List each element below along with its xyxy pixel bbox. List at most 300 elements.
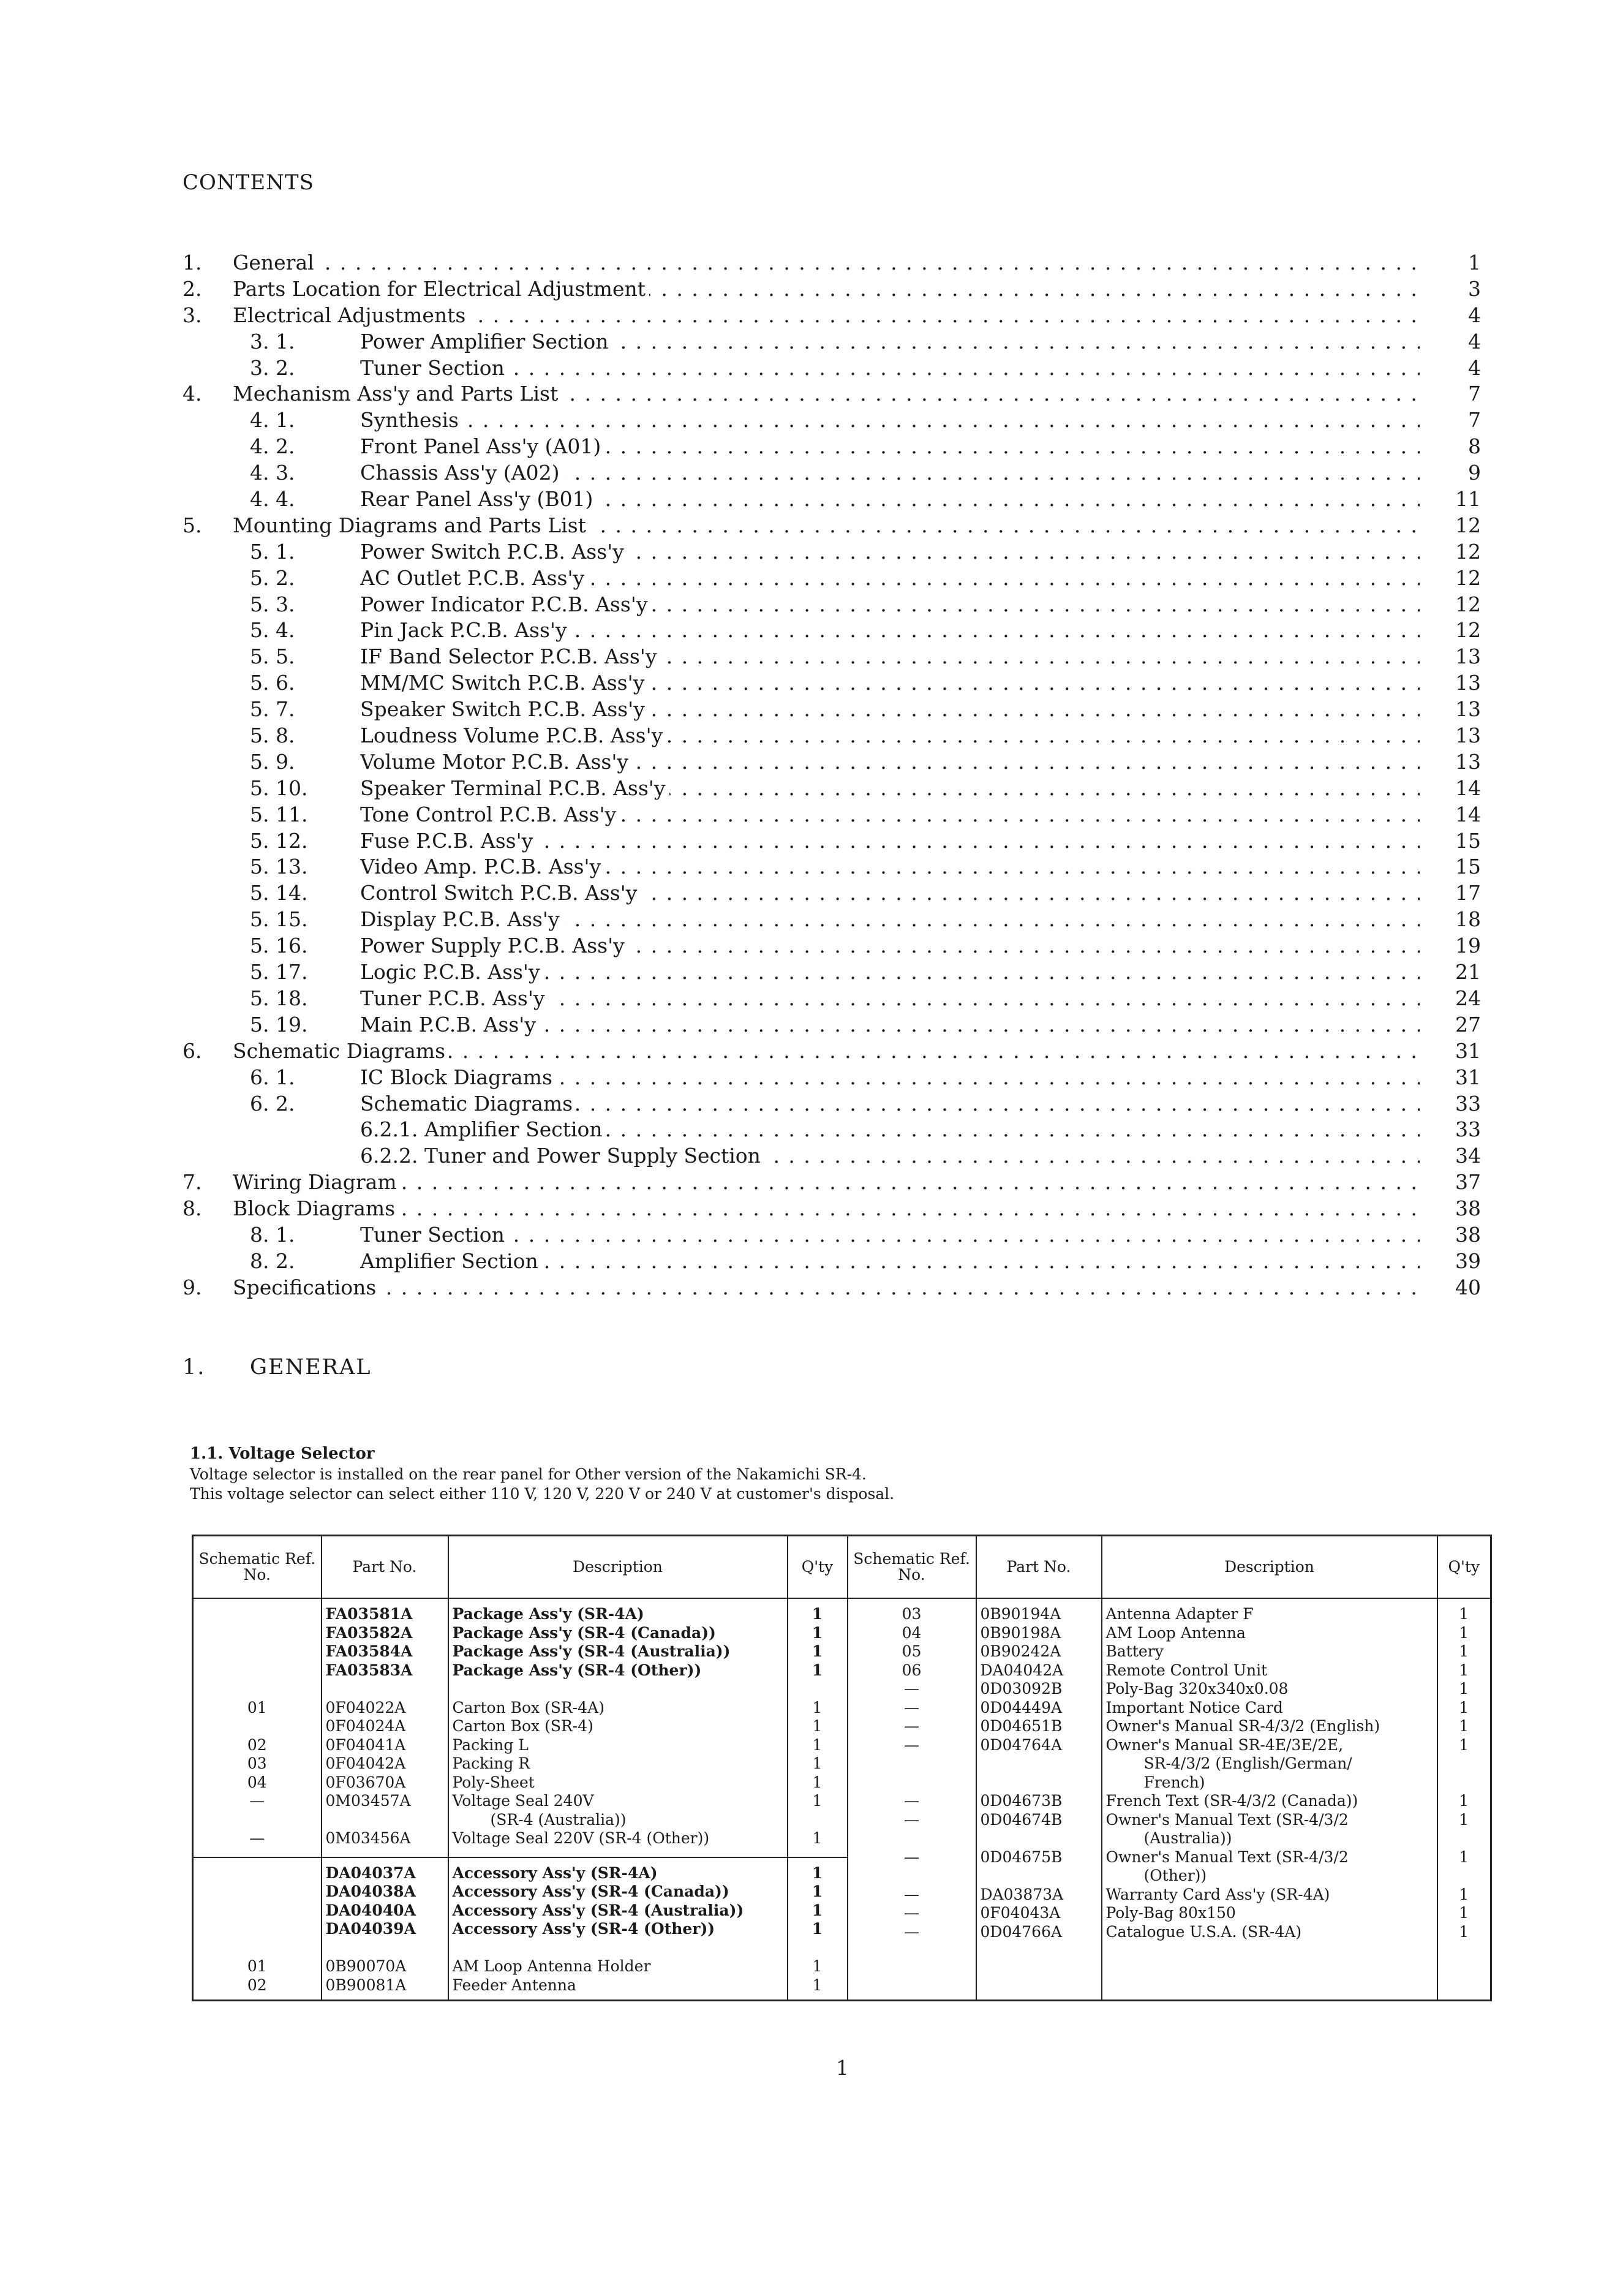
header-qty-right: Q'ty [1437,1536,1491,1599]
parts-part-value: 0B90081A [325,1976,407,1994]
parts-ref-value [197,1864,317,1883]
table-of-contents [183,250,1481,1301]
parts-part-value: 0D04764A [980,1735,1063,1754]
toc-entry-title-text: IF Band Selector P.C.B. Ass'y [360,644,661,668]
parts-part-value [981,1867,1098,1886]
toc-entry-title [360,592,1420,618]
toc-entry-page: 19 [1455,934,1481,958]
table-spacer [792,1939,843,1958]
toc-entry-number: 4. 2. [250,434,295,459]
toc-entry [183,880,1481,907]
toc-entry-page: 9 [1468,461,1481,485]
parts-ref-value [197,1661,317,1680]
parts-qty-value: 1 [1459,1885,1469,1903]
parts-ref-value: 04 [247,1773,267,1791]
toc-entry-title-text: Synthesis [360,408,462,432]
toc-entry-title [360,986,1420,1012]
parts-qty-value: 1 [812,1642,823,1660]
parts-qty-value: 1 [1459,1605,1469,1623]
toc-entry-number: 7. [183,1170,202,1195]
parts-ref-value: 04 [902,1623,922,1642]
parts-desc-value: AM Loop Antenna Holder [452,1957,651,1976]
left-group2-part-cell [322,1857,448,2001]
toc-entry-number: 4. 3. [250,461,295,485]
parts-qty-value [792,1811,843,1830]
toc-entry-title-text: Mounting Diagrams and Parts List [233,513,590,537]
toc-entry-page: 12 [1455,592,1481,616]
toc-entry-title-text: Parts Location for Electrical Adjustment [233,277,649,301]
parts-qty-value: 1 [812,1754,823,1772]
parts-ref-value: — [904,1792,919,1810]
toc-entry-page: 13 [1455,697,1481,722]
toc-entry [183,828,1481,855]
toc-entry-title [233,303,1420,329]
toc-entry-title-text: Wiring Diagram [233,1170,401,1194]
toc-entry-title [360,1065,1420,1091]
parts-desc-value: Poly-Bag 320x340x0.08 [1105,1680,1289,1697]
toc-entry-title [360,486,1420,513]
parts-desc-value: Accessory Ass'y (SR-4 (Canada)) [452,1882,729,1901]
parts-qty-value [1442,1829,1487,1848]
toc-entry-title [360,434,1420,460]
toc-entry-number: 4. 1. [250,408,295,432]
toc-entry-number: 5. [183,513,202,537]
toc-entry-number: 5. 2. [250,565,295,590]
toc-entry-number: 5. 10. [250,776,308,800]
general-heading-number: 1. [183,1355,206,1380]
parts-qty-value: 1 [1459,1698,1469,1716]
toc-entry-title-text: Fuse P.C.B. Ass'y [360,829,537,853]
parts-qty-value: 1 [812,1773,823,1791]
toc-entry [183,592,1481,618]
toc-entry-title [360,1091,1420,1117]
toc-entry-number: 5. 9. [250,749,295,774]
toc-entry-title-text: Pin Jack P.C.B. Ass'y [360,618,571,642]
toc-entry-title [360,1222,1420,1248]
parts-qty-value: 1 [812,1829,823,1847]
parts-desc-value: Accessory Ass'y (SR-4 (Other)) [452,1920,715,1938]
toc-entry-page: 39 [1455,1248,1481,1273]
parts-desc-value: French Text (SR-4/3/2 (Canada)) [1105,1792,1358,1810]
parts-table [192,1535,1492,2001]
parts-desc-value: AM Loop Antenna [1105,1623,1246,1642]
toc-entry-title [360,539,1420,565]
parts-ref-value: 01 [247,1698,267,1716]
parts-qty-value: 1 [812,1792,823,1810]
parts-ref-value: — [249,1792,265,1810]
toc-entry-page: 27 [1455,1012,1481,1037]
toc-entry-number: 5. 8. [250,723,295,748]
left-group1-part-cell [322,1598,448,1857]
toc-entry-title [360,1012,1420,1038]
toc-entry [183,644,1481,670]
parts-desc-value: Voltage Seal 220V (SR-4 (Other)) [452,1829,710,1847]
parts-ref-value: — [904,1680,919,1697]
toc-entry-title-text: 6.2.2. Tuner and Power Supply Section [360,1144,764,1168]
parts-desc-value: Catalogue U.S.A. (SR-4A) [1105,1922,1302,1941]
parts-qty-value: 1 [1459,1922,1469,1941]
parts-ref-value: 06 [902,1661,922,1679]
toc-entry-number: 5. 16. [250,934,308,958]
parts-part-value [981,1754,1098,1773]
parts-part-value: FA03583A [325,1661,413,1679]
parts-desc-value: Owner's Manual Text (SR-4/3/2 [1105,1810,1349,1829]
toc-entry-page: 4 [1468,355,1481,380]
toc-entry-title-text: Power Indicator P.C.B. Ass'y [360,592,652,616]
toc-entry-number: 3. 2. [250,355,295,380]
parts-qty-value: 1 [1459,1792,1469,1810]
right-desc-cell [1102,1598,1437,2001]
toc-entry-title [360,460,1420,486]
parts-qty-value: 1 [1459,1661,1469,1679]
voltage-selector-heading: 1.1. Voltage Selector [190,1444,375,1463]
table-spacer [326,1680,444,1699]
toc-entry [183,1117,1481,1143]
parts-qty-value: 1 [1459,1904,1469,1922]
parts-qty-value: 1 [812,1661,823,1679]
parts-part-value: 0B90070A [325,1957,407,1976]
toc-entry-title-text: Control Switch P.C.B. Ass'y [360,881,641,905]
toc-entry-page: 24 [1455,986,1481,1010]
toc-entry-page: 12 [1455,618,1481,643]
parts-qty-value: 1 [812,1864,823,1882]
toc-entry [183,907,1481,933]
toc-entry [183,355,1481,382]
toc-entry-number: 6. [183,1038,202,1063]
parts-desc-value: SR-4/3/2 (English/German/ [1143,1754,1352,1772]
toc-entry-title-text: 6.2.1. Amplifier Section [360,1117,606,1141]
toc-entry-title [360,355,1420,382]
parts-desc-value: Package Ass'y (SR-4 (Australia)) [452,1642,731,1660]
parts-qty-value: 1 [1459,1848,1469,1866]
toc-entry-page: 4 [1468,303,1481,327]
toc-entry-title-text: Block Diagrams [233,1196,399,1220]
parts-part-value: 0F03670A [325,1773,406,1791]
parts-ref-value: — [904,1904,919,1922]
toc-entry-title-text: Tone Control P.C.B. Ass'y [360,802,620,826]
contents-title: CONTENTS [183,170,314,195]
general-text-line-1: Voltage selector is installed on the rear panel for Other version of the Nakamichi SR-4. [190,1465,867,1483]
parts-ref-value [197,1811,317,1830]
toc-entry [183,802,1481,828]
parts-desc-value: Package Ass'y (SR-4 (Other)) [452,1661,702,1679]
toc-entry-title-text: Chassis Ass'y (A02) [360,461,563,485]
toc-entry-page: 38 [1455,1196,1481,1221]
toc-entry-page: 1 [1468,251,1481,274]
parts-part-value: DA04037A [325,1864,416,1882]
table-spacer [453,1939,783,1958]
parts-part-value: 0D04766A [980,1922,1063,1941]
parts-desc-value: Carton Box (SR-4) [452,1717,593,1735]
toc-entry-title-text: Electrical Adjustments [233,303,469,327]
header-ref-left: Schematic Ref. No. [193,1536,322,1599]
toc-entry [183,854,1481,880]
left-group1-ref-cell [193,1598,322,1857]
table-spacer [792,1680,843,1699]
parts-qty-value: 1 [812,1976,823,1994]
parts-part-value [981,1829,1098,1848]
parts-desc-value: Accessory Ass'y (SR-4A) [452,1864,658,1882]
toc-entry [183,749,1481,776]
parts-qty-value: 1 [1459,1735,1469,1754]
toc-entry [183,723,1481,749]
parts-part-value: DA03873A [980,1885,1064,1903]
parts-desc-value: (Other)) [1143,1867,1207,1884]
parts-desc-value: (SR-4 (Australia)) [490,1810,627,1829]
toc-entry-title-text: Tuner Section [360,356,508,380]
toc-entry-title [233,513,1420,539]
toc-entry-title-text: Loudness Volume P.C.B. Ass'y [360,723,666,747]
parts-qty-value: 1 [812,1901,823,1919]
parts-ref-value [197,1642,317,1661]
toc-entry-page: 18 [1455,907,1481,932]
parts-part-value: 0D03092B [980,1680,1063,1697]
left-group2-ref-cell [193,1857,322,2001]
toc-entry-title-text: Front Panel Ass'y (A01) [360,434,604,458]
toc-entry-title [360,723,1420,749]
parts-qty-value: 1 [812,1920,823,1938]
toc-entry [183,986,1481,1012]
toc-entry-page: 13 [1455,749,1481,774]
toc-entry-title [233,276,1420,303]
toc-entry-title-text: Power Supply P.C.B. Ass'y [360,934,628,957]
toc-entry-title [360,1248,1420,1275]
parts-qty-value: 1 [812,1623,823,1642]
toc-entry [183,513,1481,539]
parts-ref-value [197,1605,317,1624]
toc-entry-title-text: Rear Panel Ass'y (B01) [360,487,597,511]
toc-entry-title [360,880,1420,907]
toc-entry-title [233,1275,1420,1301]
parts-part-value: 0D04673B [980,1792,1063,1810]
toc-entry-title-text: Power Amplifier Section [360,330,612,353]
toc-entry-page: 38 [1455,1222,1481,1247]
parts-ref-value: — [904,1848,919,1866]
parts-part-value [981,1773,1098,1792]
parts-part-value: DA04040A [325,1901,416,1919]
left-group1-qty-cell [788,1598,848,1857]
parts-qty-value: 1 [812,1882,823,1901]
toc-entry-page: 14 [1455,776,1481,800]
parts-desc-value: Owner's Manual Text (SR-4/3/2 [1105,1848,1349,1866]
toc-entry-title [360,407,1420,434]
parts-part-value: 0F04022A [325,1698,406,1716]
parts-part-value: 0D04674B [980,1810,1063,1829]
parts-ref-value [852,1773,972,1792]
toc-entry [183,1248,1481,1275]
toc-entry-title [360,907,1420,933]
header-qty-left: Q'ty [788,1536,848,1599]
toc-entry-title-text: General [233,251,318,274]
toc-entry-page: 31 [1455,1038,1481,1063]
parts-ref-value: — [904,1922,919,1941]
parts-desc-value: French) [1143,1773,1205,1791]
toc-entry [183,329,1481,355]
toc-entry [183,381,1481,407]
toc-entry-number: 6. 1. [250,1065,295,1089]
toc-entry-title-text: Display P.C.B. Ass'y [360,907,563,931]
parts-ref-value: 03 [247,1754,267,1772]
parts-qty-value: 1 [1459,1623,1469,1642]
parts-desc-value: Accessory Ass'y (SR-4 (Australia)) [452,1901,744,1919]
parts-desc-value: Voltage Seal 240V [452,1792,594,1810]
parts-desc-value: (Australia)) [1143,1829,1232,1847]
parts-qty-value: 1 [812,1698,823,1716]
toc-entry [183,539,1481,565]
toc-entry-page: 12 [1455,539,1481,564]
parts-part-value: 0D04651B [980,1717,1063,1735]
parts-ref-value: — [904,1717,919,1735]
parts-desc-value: Carton Box (SR-4A) [452,1698,604,1716]
table-spacer [326,1939,444,1958]
toc-entry [183,460,1481,486]
toc-entry [183,617,1481,644]
toc-entry-page: 7 [1468,382,1481,406]
toc-entry-title-text: MM/MC Switch P.C.B. Ass'y [360,671,648,695]
header-part-left: Part No. [322,1536,448,1599]
toc-entry-page: 13 [1455,671,1481,695]
parts-ref-value: 02 [247,1976,267,1994]
parts-qty-value: 1 [812,1957,823,1976]
toc-entry [183,1065,1481,1091]
parts-ref-value: 02 [247,1735,267,1754]
general-text-line-2: This voltage selector can select either 110 V, 120 V, 220 V or 240 V at customer's disposal. [190,1485,895,1503]
right-part-cell [976,1598,1102,2001]
toc-entry [183,303,1481,329]
toc-entry [183,486,1481,513]
parts-ref-value: 05 [902,1642,922,1660]
toc-entry-title [233,250,1420,276]
parts-qty-value: 1 [812,1605,823,1623]
toc-entry-number: 5. 7. [250,697,295,722]
toc-entry-page: 31 [1455,1065,1481,1089]
toc-entry-title-text: IC Block Diagrams [360,1065,556,1089]
parts-desc-value: Packing R [452,1754,530,1772]
toc-entry [183,434,1481,460]
parts-part-value: 0F04042A [325,1754,406,1772]
toc-entry-title [360,329,1420,355]
toc-entry [183,407,1481,434]
toc-entry-page: 13 [1455,644,1481,669]
toc-entry-title-text: AC Outlet P.C.B. Ass'y [360,566,588,590]
toc-entry-title-text: Speaker Switch P.C.B. Ass'y [360,697,649,721]
parts-qty-value: 1 [1459,1810,1469,1829]
toc-entry [183,276,1481,303]
general-heading-text: GENERAL [250,1355,372,1380]
toc-entry-title-text: Volume Motor P.C.B. Ass'y [360,750,632,774]
parts-desc-value: Antenna Adapter F [1105,1605,1254,1623]
parts-part-value: 0M03457A [325,1792,411,1810]
toc-entry-title-text: Power Switch P.C.B. Ass'y [360,540,628,564]
toc-entry-page: 33 [1455,1091,1481,1116]
parts-part-value: 0M03456A [325,1829,411,1847]
toc-entry-number: 5. 17. [250,960,308,984]
toc-entry [183,1222,1481,1248]
parts-ref-value [197,1920,317,1939]
left-group2-qty-cell [788,1857,848,2001]
parts-part-value: 0B90198A [980,1623,1061,1642]
parts-qty-value [1442,1867,1487,1886]
parts-part-value: FA03581A [325,1605,413,1623]
toc-entry [183,1038,1481,1065]
toc-entry [183,1143,1481,1169]
parts-part-value: 0B90194A [980,1605,1061,1623]
parts-table-body-row-1 [193,1598,1491,1857]
parts-part-value: DA04039A [325,1920,416,1938]
parts-desc-value: Feeder Antenna [452,1976,576,1994]
parts-ref-value [197,1717,317,1736]
right-ref-cell [848,1598,976,2001]
parts-ref-value: 03 [902,1605,922,1623]
toc-entry-page: 8 [1468,434,1481,459]
toc-entry-title [360,565,1420,592]
parts-ref-value [852,1754,972,1773]
left-group1-desc-cell [448,1598,788,1857]
toc-entry-title [360,1143,1420,1169]
toc-entry-title-text: Amplifier Section [360,1249,542,1273]
toc-entry-page: 13 [1455,723,1481,748]
toc-entry-number: 8. 1. [250,1222,295,1247]
toc-entry-number: 3. [183,303,202,327]
toc-entry-page: 11 [1455,487,1481,512]
parts-ref-value: — [904,1810,919,1829]
toc-entry-page: 14 [1455,802,1481,826]
parts-part-value: DA04038A [325,1882,416,1901]
parts-ref-value [852,1867,972,1886]
parts-ref-value [197,1882,317,1901]
parts-qty-value: 1 [1459,1717,1469,1735]
toc-entry-title [360,617,1420,644]
toc-entry-number: 5. 6. [250,671,295,695]
parts-part-value: 0F04024A [325,1717,406,1735]
toc-entry-number: 5. 14. [250,881,308,905]
toc-entry-title [360,959,1420,986]
toc-entry-title [233,1196,1420,1222]
toc-entry-title [360,670,1420,697]
toc-entry-number: 5. 12. [250,828,308,853]
parts-part-value: 0F04043A [980,1904,1061,1922]
left-group2-desc-cell [448,1857,788,2001]
parts-qty-value: 1 [1459,1642,1469,1660]
toc-entry-title-text: Main P.C.B. Ass'y [360,1013,540,1037]
header-desc-right: Description [1102,1536,1437,1599]
toc-entry [183,565,1481,592]
toc-entry-number: 9. [183,1275,202,1299]
toc-entry [183,1169,1481,1196]
toc-entry-page: 33 [1455,1117,1481,1142]
toc-entry-title [360,828,1420,855]
parts-desc-value: Package Ass'y (SR-4A) [452,1605,644,1623]
parts-part-value: 0F04041A [325,1735,406,1754]
header-part-right: Part No. [976,1536,1102,1599]
toc-entry-number: 3. 1. [250,329,295,353]
parts-ref-value: — [249,1829,265,1847]
parts-ref-value: — [904,1698,919,1716]
parts-qty-value [1442,1773,1487,1792]
header-desc-left: Description [448,1536,788,1599]
toc-entry-title-text: Schematic Diagrams [360,1092,576,1116]
toc-entry-number: 5. 4. [250,618,295,643]
toc-entry-title [360,644,1420,670]
toc-entry-title [360,933,1420,959]
parts-desc-value: Battery [1105,1642,1164,1660]
parts-part-value: FA03582A [325,1623,413,1642]
general-heading [183,1355,372,1380]
toc-entry-title-text: Specifications [233,1275,380,1299]
toc-entry [183,959,1481,986]
toc-entry-number: 5. 1. [250,539,295,564]
parts-part-value [326,1811,444,1830]
